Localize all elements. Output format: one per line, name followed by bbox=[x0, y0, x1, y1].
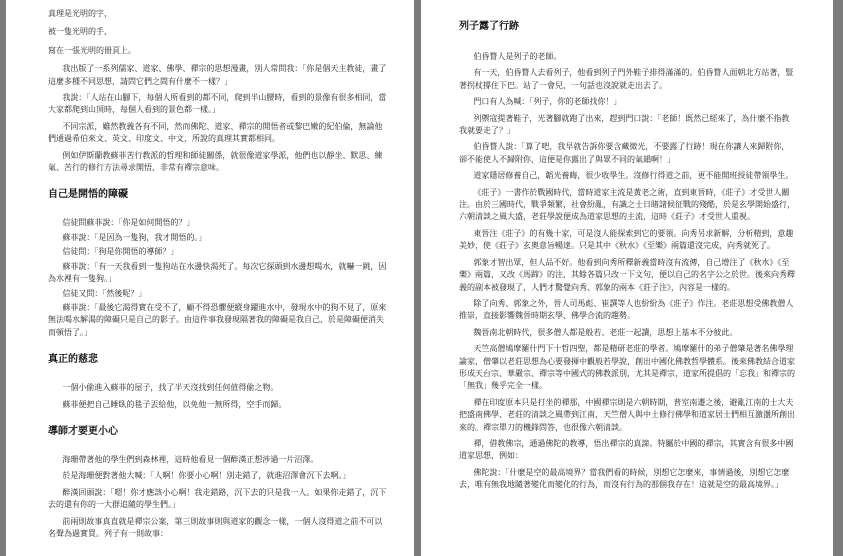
dialog-line: 信徒問：「狗是你開悟的導師？」 bbox=[62, 247, 179, 257]
dialog-line: 蘇菲說：「最後它渴得實在受不了，顧不得恐懼便縱身躍進水中，發現水中的狗不見了，原來無法喝水解渴的障礙只是自己的影子。由這件事我發現隔著我的障礙是我自己，於是障礙便消失而頓悟了。」 bbox=[48, 302, 387, 337]
paragraph: 伯昏瞀人說：「算了吧，我早就告訴你要含藏微光，不要露了行跡！現在你讓人來歸附你，卻不能使人不歸附你，這便是你露出了與眾不同的氣韻啊！」 bbox=[459, 142, 790, 164]
paragraph: 魏晉南北朝時代，很多僧人都是般若、老莊一起讀，思想上基本不分彼此。 bbox=[473, 327, 738, 337]
section-title-self-obstacle: 自己是開悟的障礙 bbox=[48, 189, 128, 201]
dialog-line: 蘇菲說：「有一天我看到一隻狗站在水邊快渴死了。每次它探頭到水邊想喝水，就嚇一跳，因為水裡有一隻狗。」 bbox=[48, 261, 387, 284]
paragraph: 例如伊斯蘭教蘇菲苦行教派的哲理和師徒關係，就很像道家學派，他們也以靜坐、默思、練氣、苦行的修行方法尋求開悟，非常有禪宗意味。 bbox=[48, 150, 383, 173]
paragraph: 我出版了一系列儒家、道家、佛學、禪宗的思想漫畫，別人常問我：「你是個天主教徒，畫了這麼多種不同思想，請問它們之間有什麼不一樣？」 bbox=[48, 64, 387, 86]
paragraph: 於是海珊便對著他大喊：「人啊！你要小心啊！別走錯了，就進沼澤會沉下去啊。」 bbox=[62, 471, 351, 481]
paragraph: 列禦寇提著鞋子，光著腳就跑了出來，趕到門口說：「老師！既然已經來了，為什麼不指教我就要走了？」 bbox=[459, 113, 790, 136]
paragraph: 前兩則故事真直就是禪宗公案，第三則故事則與道家的觀念一樣，一個人沒得道之前不可以名聲為過實買。列子有一則故事： bbox=[48, 516, 383, 538]
left-page bbox=[6, 0, 414, 556]
verse-line: 被一隻光明的手， bbox=[48, 27, 112, 37]
verse-line: 寫在一張光明的冊頁上。 bbox=[48, 45, 136, 55]
paragraph: 醉漢回頭說：「嗯！你才應該小心啊！我走錯路，沉下去的只是我一人。如果你走錯了，沉下去的還有你的一大群追隨的學生們。」 bbox=[48, 487, 387, 510]
dialog-line: 信徒問蘇菲說：「你是如何開悟的？」 bbox=[62, 218, 195, 228]
dialog-line: 信徒又問：「然後呢？」 bbox=[62, 288, 147, 298]
section-title-liezi: 列子露了行跡 bbox=[459, 21, 519, 32]
section-title-true-compassion: 真正的慈悲 bbox=[48, 354, 98, 366]
paragraph: 道家隱居修養自己，韜光養晦，很少收學生。沒修行得道之前，更不能開班授徒帶領學生。 bbox=[473, 171, 794, 181]
right-page bbox=[421, 0, 833, 556]
paragraph: 海珊帶著他的學生們到森林裡，這時他看見一個醉漢正想涉過一片沼澤。 bbox=[62, 454, 319, 464]
verse-line: 真理是光明的字， bbox=[48, 9, 112, 18]
paragraph: 禪在印度原本只是打坐的禪那，中國禪宗則是六朝時期，普室南遷之後，避亂江南的士大夫把盛南佛學、老莊的清談之風帶到江南，天竺僧人與中土修行佛學和道家居士們相互激盪所創出來的。禪宗單刀的機鋒問答，也很像六朝清談。 bbox=[459, 397, 795, 432]
section-title-teacher-careful: 導師才要更小心 bbox=[48, 425, 118, 437]
paragraph: 東晉注《莊子》的有幾十家，可是沒人能探索到它的要領。向秀另求新解，分析精到，意趣美妙，使《莊子》玄奧意旨暢達。只是其中《秋水》《至樂》兩篇還沒完成，向秀就死了。 bbox=[459, 228, 794, 251]
paragraph: 除了向秀、郭象之外，晉人司馬彪、崔譔等人也紛紛為《莊子》作注。老莊思想受佛教僧人推崇，直接影響魏晉時期玄學、佛學合流的趨勢。 bbox=[459, 298, 794, 321]
paragraph: 蘇菲便把自己睡臥的毯子丟給他，以免他一無所得，空手而歸。 bbox=[62, 399, 287, 409]
paragraph: 禪，借教佛宗，通過佛陀的教導，悟出禪宗的真諦。特屬於中國的禪宗，其實含有很多中國道家思想，例如： bbox=[459, 438, 794, 461]
paragraph: 一個小偷進入蘇菲的屋子，找了半天沒找到任何值得偷之物。 bbox=[62, 383, 279, 393]
paragraph: 我說：「人站在山腳下，每個人所看到的都不同，爬到半山腰時，看到的景像有很多相同，當大家都爬到山頂時，每個人看到的景色都一樣。」 bbox=[48, 93, 387, 115]
paragraph: 不同宗派，雖然教義各有不同，然而佛陀、道家、禪宗的開悟者或黎巴嫩的紀伯倫，無論他們通過希伯來文、英文、印度文、中文，所說的真理其實都相同。 bbox=[48, 121, 383, 144]
paragraph: 郭象才智出眾，但人品不好。他看到向秀所釋新義當時沒有流傳，自己增注了《秋水》《至樂》兩篇，又改《馬蹄》的注，其餘各篇只改一下文句，便以自己的名字公之於世。後來向秀釋義的副本被發現了，人們才驚覺向秀、郭象的兩本《莊子注》，內容是一樣的。 bbox=[459, 257, 795, 292]
dialog-line: 蘇菲說：「是因為一隻狗，我才開悟的。」 bbox=[62, 232, 207, 242]
paragraph: 門口有人為喊：「列子，你的老師找你！」 bbox=[473, 97, 622, 107]
paragraph: 《莊子》一書作於戰國時代，當時道家主流是黃老之術，直到東晉時，《莊子》才受世人關注。由於三國時代，戰爭頻繁，社會紛亂，有識之士日睹諸候征戰的殘酷，於是玄學開始盛行，六朝清談之風大盛，老莊學說便成為道家思想的主流，這時《莊子》才受世人重視。 bbox=[459, 187, 795, 222]
paragraph: 天竺高僧鳩摩羅什門下十哲四聖，都是精研老莊的學者。鳩摩羅什的弟子僧肇是著名佛學理論家，僧肇以老莊思想為心要發揮中觀般若學說，創出中國化佛教哲學體系。後來佛教結合道家形成天台宗、華嚴宗、禪宗等中國式的佛教派別，尤其是禪宗，道家所提倡的「忘我」和禪宗的「無我」幾乎完全一樣。 bbox=[459, 344, 795, 391]
paragraph: 佛陀說：「什麼是空的最高境界？當我們看的時候，別想它怎麼來，事情過後，別想它怎麼去，唯有無我地隨著變化而變化的行為，而沒有行為的那個我存在！這就是空的最高境界。」 bbox=[459, 467, 790, 490]
paragraph: 伯昏瞀人是列子的老師。 bbox=[473, 52, 562, 61]
paragraph: 有一天，伯昏瞀人去看列子，他看到列子門外鞋子排得滿滿的。伯昏瞀人面朝北方站著，豎著拐杖撐住下巴。站了一會兒，一句話也沒說就走出去了。 bbox=[459, 68, 794, 90]
